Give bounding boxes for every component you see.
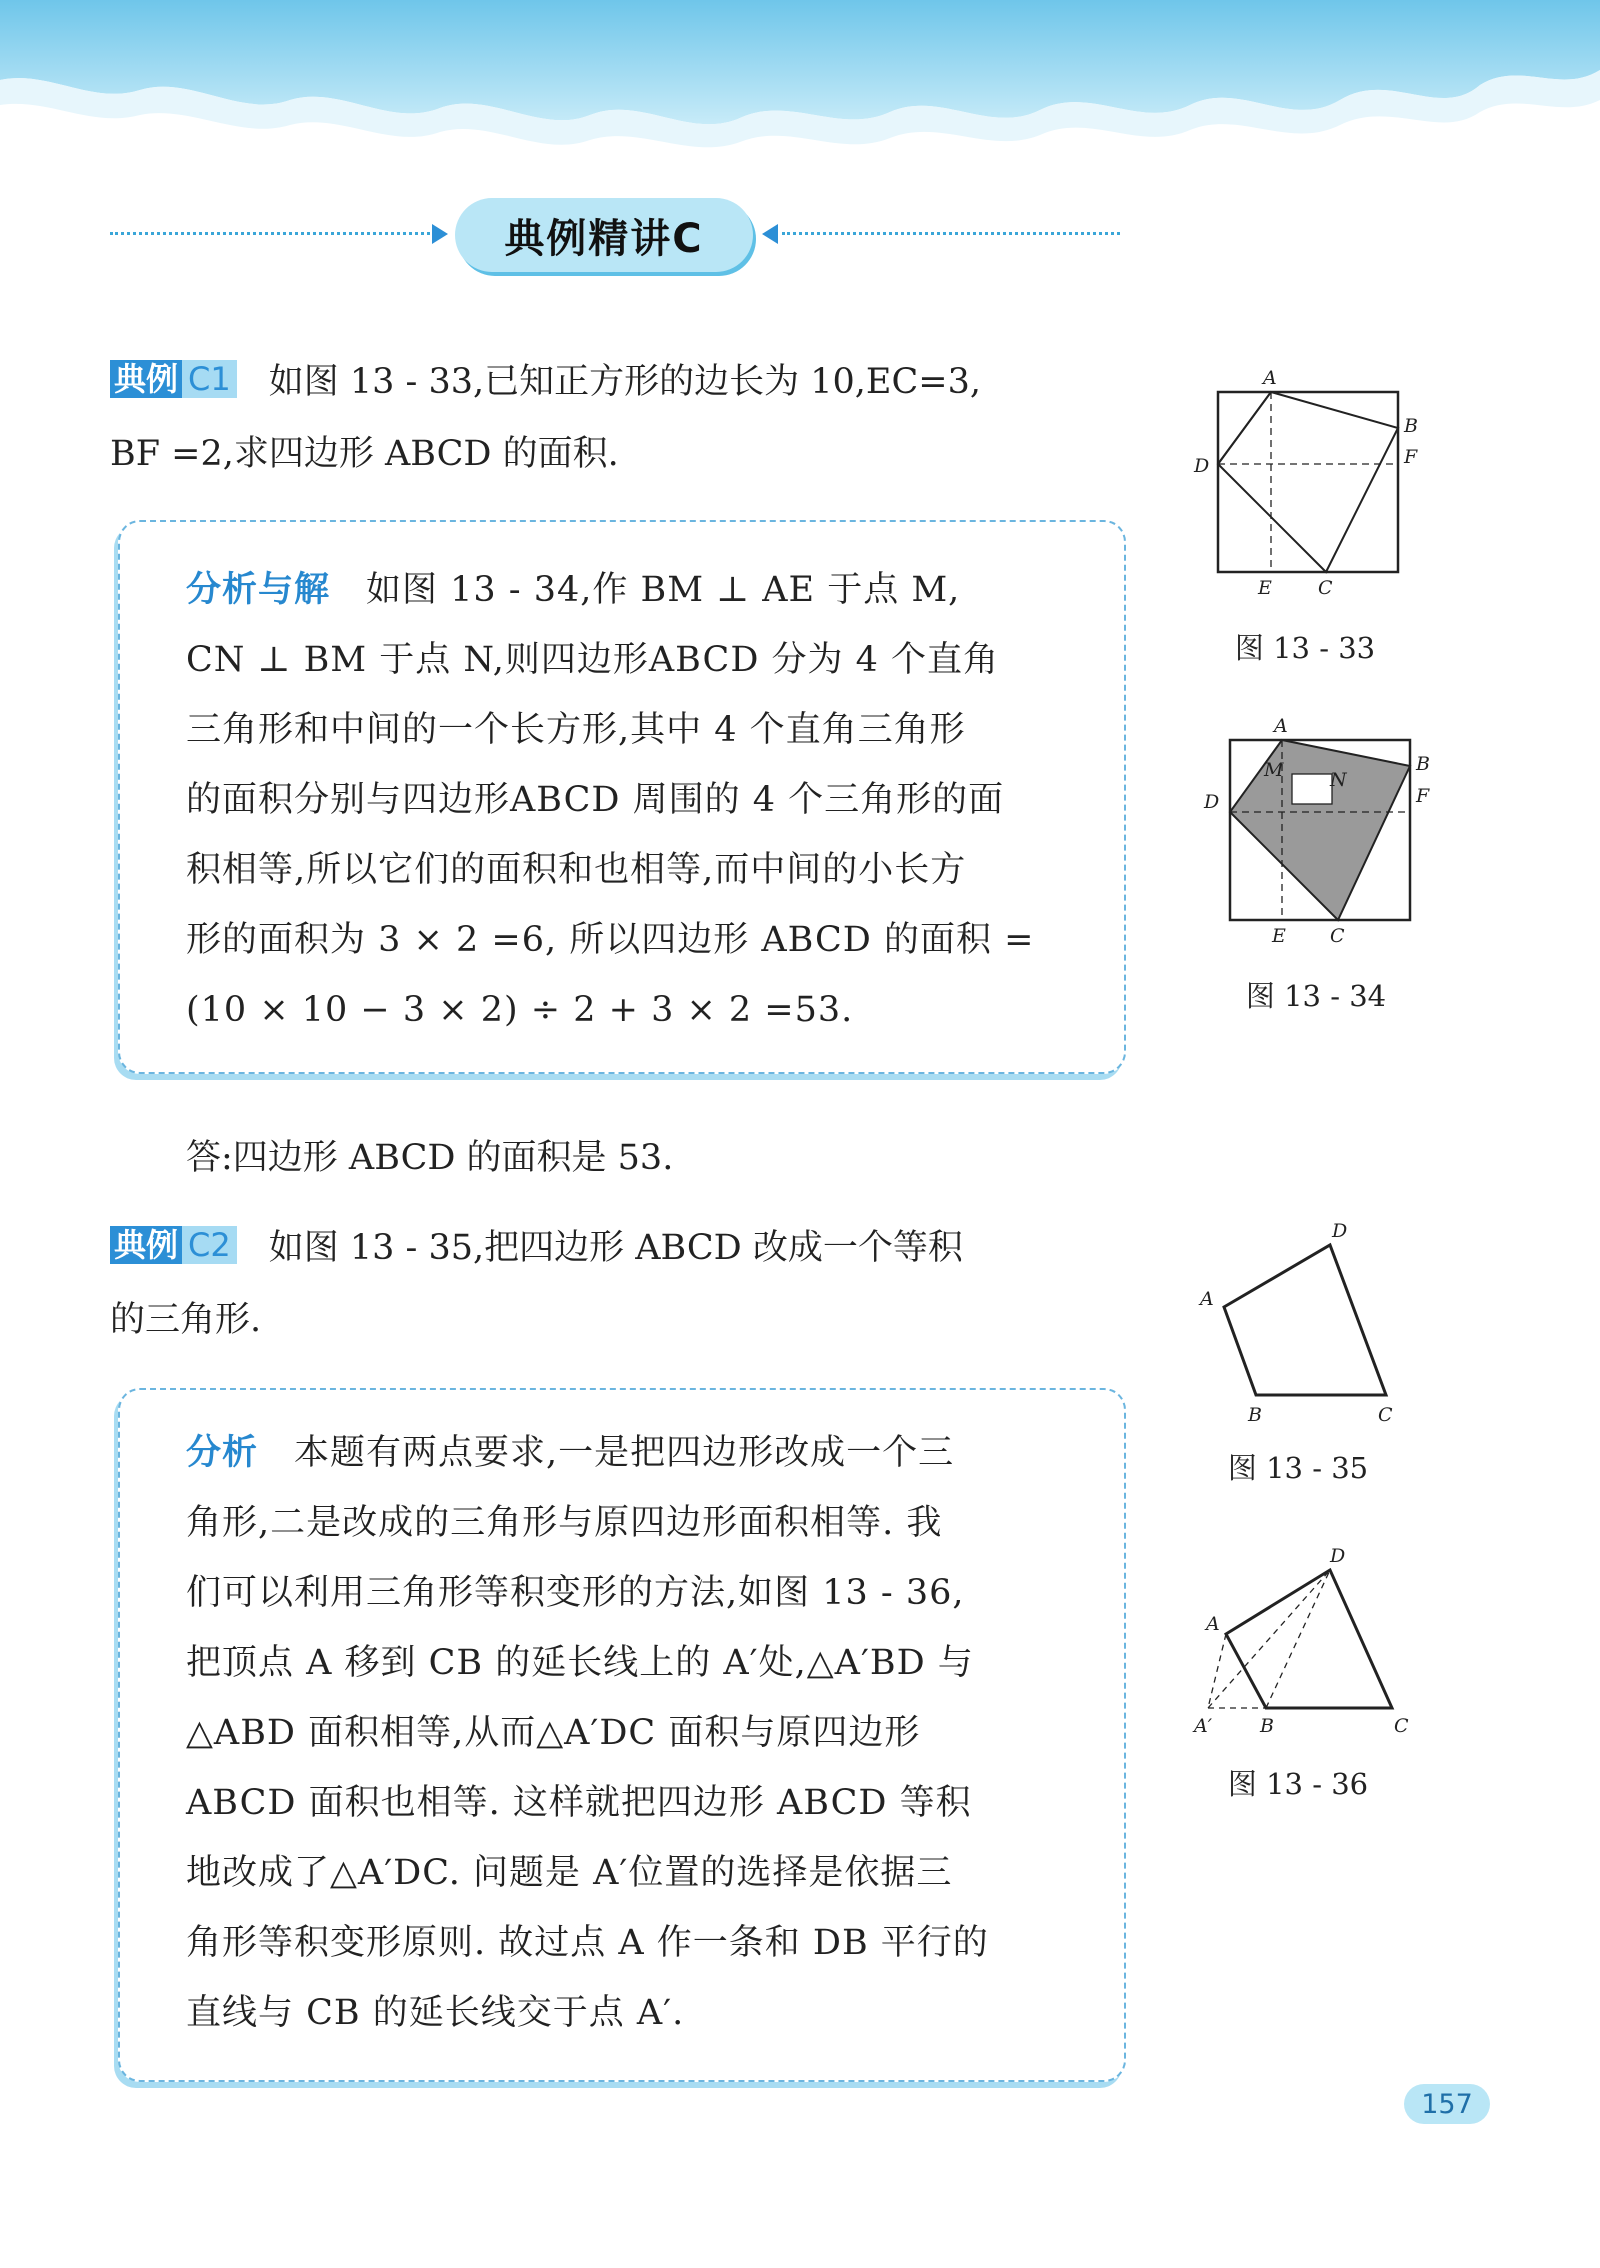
fig34-label-M: M <box>1264 759 1284 781</box>
fig36-label-C: C <box>1394 1715 1409 1737</box>
fig35-label-B: B <box>1248 1404 1262 1426</box>
header-dotted-line-left <box>110 232 430 235</box>
figure-13-34-caption: 图 13 - 34 <box>1245 979 1387 1013</box>
figure-13-35 <box>1190 1215 1430 1435</box>
figure-13-33 <box>1170 360 1420 610</box>
fig33-label-F: F <box>1404 446 1418 468</box>
analysis-c2-line: 分析 本题有两点要求,一是把四边形改成一个三 <box>186 1433 955 1473</box>
header-arrow-right-icon <box>432 224 448 244</box>
fig34-label-A: A <box>1274 715 1288 737</box>
example-c2-tag: 典例 C2 <box>110 1223 237 1267</box>
fig34-label-D: D <box>1204 791 1220 813</box>
analysis-c1-text <box>186 555 1066 1045</box>
fig33-label-A: A <box>1263 367 1277 389</box>
example-c2-line2: 的三角形. <box>110 1300 262 1340</box>
analysis-c2-line: 角形等积变形原则. 故过点 A 作一条和 DB 平行的 <box>186 1923 989 1963</box>
example-c1-problem <box>110 346 1130 490</box>
fig36-label-D: D <box>1330 1545 1346 1567</box>
fig34-label-N: N <box>1330 769 1347 791</box>
fig34-label-B: B <box>1416 753 1430 775</box>
fig34-label-F: F <box>1416 785 1430 807</box>
analysis-c1-line: 积相等,所以它们的面积和也相等,而中间的小长方 <box>186 850 967 890</box>
section-title: 典例精讲C <box>504 215 704 262</box>
fig33-label-E: E <box>1258 577 1272 599</box>
example-c1-tag: 典例 C1 <box>110 357 237 401</box>
analysis-c2-line: 把顶点 A 移到 CB 的延长线上的 A′处,△A′BD 与 <box>186 1643 974 1683</box>
analysis-c1-line: 三角形和中间的一个长方形,其中 4 个直角三角形 <box>186 710 966 750</box>
analysis-c2-line: 地改成了△A′DC. 问题是 A′位置的选择是依据三 <box>186 1853 953 1893</box>
example-c2-problem <box>110 1212 1130 1356</box>
fig35-label-C: C <box>1378 1404 1393 1426</box>
analysis-c2-line: 角形,二是改成的三角形与原四边形面积相等. 我 <box>186 1503 943 1543</box>
analysis-c1-lead: 分析与解 <box>186 570 331 610</box>
figure-13-34 <box>1190 708 1440 958</box>
fig33-label-B: B <box>1404 415 1418 437</box>
analysis-c2-line: △ABD 面积相等,从而△A′DC 面积与原四边形 <box>186 1713 921 1753</box>
analysis-c2-text <box>186 1418 1066 2048</box>
fig33-label-C: C <box>1318 577 1333 599</box>
section-title-badge <box>455 198 753 272</box>
figure-13-36-caption: 图 13 - 36 <box>1227 1767 1369 1801</box>
fig34-label-E: E <box>1272 925 1286 947</box>
fig34-label-C: C <box>1330 925 1345 947</box>
example-c1-line1: 典例 C1 如图 13 - 33,已知正方形的边长为 10,EC=3, <box>110 346 1130 418</box>
analysis-c1-line: CN ⊥ BM 于点 N,则四边形ABCD 分为 4 个直角 <box>186 640 1000 680</box>
fig36-label-B: B <box>1260 1715 1274 1737</box>
answer-c1: 答:四边形 ABCD 的面积是 53. <box>186 1138 674 1178</box>
fig36-label-A: A <box>1206 1613 1220 1635</box>
analysis-c1-line: 形的面积为 3 × 2 =6, 所以四边形 ABCD 的面积 = <box>186 920 1035 960</box>
analysis-c2-line: ABCD 面积也相等. 这样就把四边形 ABCD 等积 <box>186 1783 972 1823</box>
fig33-label-D: D <box>1194 455 1210 477</box>
cloud-header-decoration <box>0 0 1600 170</box>
analysis-c1-line: (10 × 10 − 3 × 2) ÷ 2 + 3 × 2 =53. <box>186 990 854 1030</box>
fig35-label-A: A <box>1200 1288 1214 1310</box>
fig35-label-D: D <box>1332 1220 1348 1242</box>
figure-13-36 <box>1180 1530 1440 1760</box>
figure-13-33-caption: 图 13 - 33 <box>1234 631 1376 665</box>
header-arrow-left-icon <box>762 224 778 244</box>
fig36-label-A-prime: A′ <box>1194 1715 1213 1737</box>
figure-13-35-caption: 图 13 - 35 <box>1227 1451 1369 1485</box>
example-c1-line2: BF =2,求四边形 ABCD 的面积. <box>110 434 619 474</box>
analysis-c2-line: 直线与 CB 的延长线交于点 A′. <box>186 1993 685 2033</box>
analysis-c2-line: 们可以利用三角形等积变形的方法,如图 13 - 36, <box>186 1573 965 1613</box>
analysis-c1-line: 分析与解 如图 13 - 34,作 BM ⊥ AE 于点 M, <box>186 570 961 610</box>
analysis-c2-lead: 分析 <box>186 1433 259 1473</box>
example-c2-line1: 典例 C2 如图 13 - 35,把四边形 ABCD 改成一个等积 <box>110 1212 1130 1284</box>
header-dotted-line-right <box>782 232 1120 235</box>
analysis-c1-line: 的面积分别与四边形ABCD 周围的 4 个三角形的面 <box>186 780 1005 820</box>
page-number: 157 <box>1404 2084 1490 2124</box>
